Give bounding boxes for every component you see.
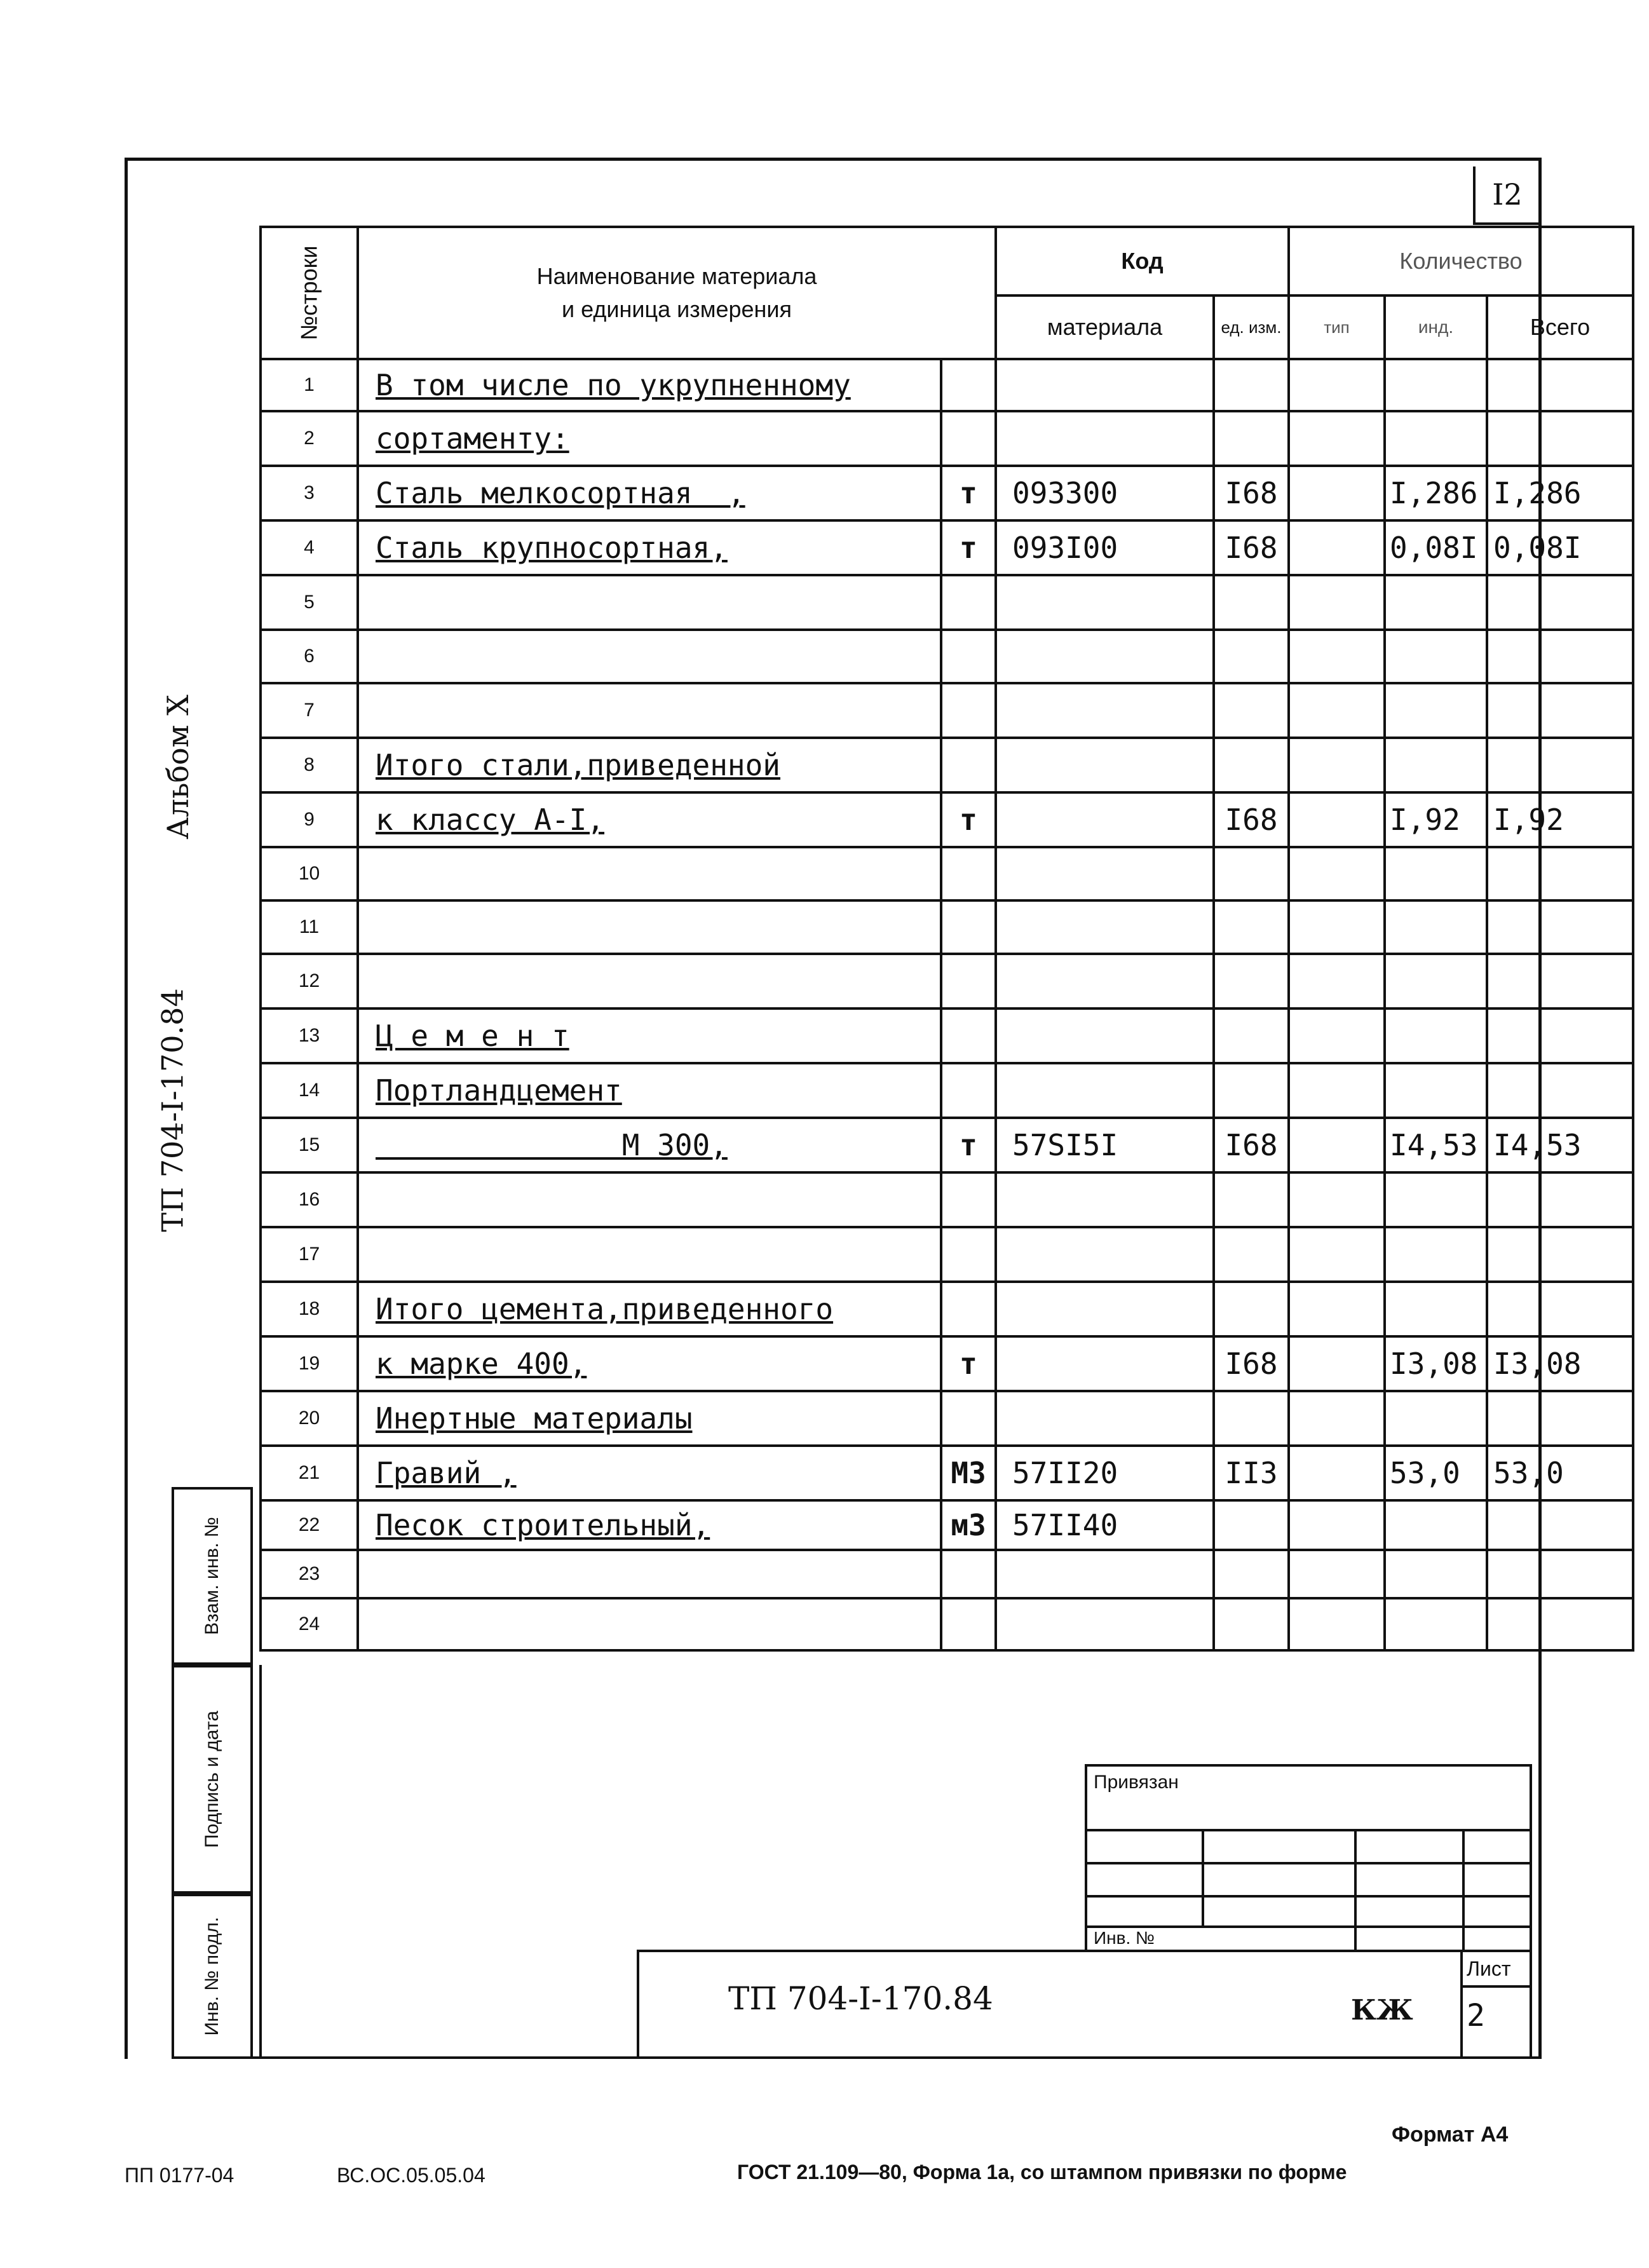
- material-name: Инертные материалы: [358, 1391, 941, 1446]
- material-name: сортаменту:: [358, 411, 941, 466]
- material-code: [996, 1227, 1214, 1282]
- material-name: [358, 575, 941, 630]
- row-number: 21: [261, 1446, 358, 1500]
- sheet-number: I2: [1473, 166, 1539, 225]
- footer-gost: ГОСТ 21.109—80, Форма 1а, со штампом привязки по форме: [737, 2161, 1347, 2183]
- row-number: 11: [261, 900, 358, 954]
- row-number: 19: [261, 1336, 358, 1391]
- material-code: [996, 359, 1214, 411]
- material-code: 57II20: [996, 1446, 1214, 1500]
- material-name: М 300,: [358, 1118, 941, 1172]
- unit-code: I68: [1214, 520, 1289, 575]
- header-qty-type: тип: [1289, 295, 1385, 359]
- qty-ind: [1385, 847, 1487, 900]
- unit: [941, 1008, 996, 1063]
- unit-code: [1214, 1172, 1289, 1227]
- table-row: [261, 792, 1633, 847]
- qty-ind: [1385, 630, 1487, 683]
- material-code: [996, 1336, 1214, 1391]
- row-number: 6: [261, 630, 358, 683]
- footer-format: Формат А4: [1392, 2122, 1509, 2147]
- material-code: [996, 1598, 1214, 1650]
- unit-code: [1214, 1008, 1289, 1063]
- qty-total: I,92: [1487, 792, 1633, 847]
- title-block: [637, 1950, 1532, 2059]
- qty-ind: [1385, 1550, 1487, 1598]
- material-code: [996, 1063, 1214, 1118]
- table-row: [261, 1598, 1633, 1650]
- table-row: [261, 900, 1633, 954]
- table-row: [261, 630, 1633, 683]
- material-name: Итого цемента,приведенного: [358, 1282, 941, 1336]
- qty-ind: [1385, 1063, 1487, 1118]
- table-row: [261, 847, 1633, 900]
- table-row: [261, 1227, 1633, 1282]
- unit-code: [1214, 1063, 1289, 1118]
- qty-ind: [1385, 738, 1487, 792]
- unit: [941, 683, 996, 738]
- material-name: [358, 1227, 941, 1282]
- table-row: [261, 1282, 1633, 1336]
- qty-total: 53,0: [1487, 1446, 1633, 1500]
- header-name: Наименование материала и единица измерения: [358, 227, 996, 359]
- table-row: [261, 1391, 1633, 1446]
- row-number: 15: [261, 1118, 358, 1172]
- unit-code: I68: [1214, 1336, 1289, 1391]
- row-number: 22: [261, 1500, 358, 1550]
- qty-ind: [1385, 359, 1487, 411]
- row-number: 2: [261, 411, 358, 466]
- inv-no-label: Инв. №: [1094, 1928, 1155, 1948]
- table-row: [261, 683, 1633, 738]
- material-name: к классу А-I,: [358, 792, 941, 847]
- material-name: В том числе по укрупненному: [358, 359, 941, 411]
- qty-total: I3,08: [1487, 1336, 1633, 1391]
- privyazan-label: Привязан: [1094, 1772, 1179, 1793]
- unit-code: I68: [1214, 792, 1289, 847]
- qty-total: 0,08I: [1487, 520, 1633, 575]
- qty-total: [1487, 847, 1633, 900]
- qty-ind: [1385, 411, 1487, 466]
- qty-type: [1289, 1227, 1385, 1282]
- material-name: Ц е м е н т: [358, 1008, 941, 1063]
- unit: т: [941, 1336, 996, 1391]
- list-value: 2: [1467, 1998, 1485, 2034]
- header-material-code: материала: [996, 295, 1214, 359]
- table-row: [261, 411, 1633, 466]
- qty-total: [1487, 1500, 1633, 1550]
- privyazan-stamp: [1085, 1764, 1532, 1952]
- unit-code: II3: [1214, 1446, 1289, 1500]
- qty-type: [1289, 847, 1385, 900]
- unit: [941, 1282, 996, 1336]
- materials-table: [259, 226, 1634, 1652]
- qty-ind: [1385, 1172, 1487, 1227]
- row-number: 7: [261, 683, 358, 738]
- qty-type: [1289, 683, 1385, 738]
- footer-code-1: ПП 0177-04: [125, 2164, 234, 2187]
- title-mark: КЖ: [1351, 1994, 1413, 2027]
- qty-type: [1289, 630, 1385, 683]
- material-code: [996, 1550, 1214, 1598]
- unit: [941, 575, 996, 630]
- unit: т: [941, 520, 996, 575]
- qty-ind: I3,08: [1385, 1336, 1487, 1391]
- qty-type: [1289, 1063, 1385, 1118]
- unit: [941, 1227, 996, 1282]
- material-code: [996, 411, 1214, 466]
- material-name: к марке 400,: [358, 1336, 941, 1391]
- unit-code: [1214, 1391, 1289, 1446]
- material-code: [996, 1172, 1214, 1227]
- row-number: 3: [261, 466, 358, 520]
- table-row: [261, 359, 1633, 411]
- qty-ind: [1385, 683, 1487, 738]
- row-number: 14: [261, 1063, 358, 1118]
- unit: [941, 1063, 996, 1118]
- title-doc-code: ТП 704-I-170.84: [728, 1980, 993, 2017]
- table-row: [261, 1063, 1633, 1118]
- qty-total: [1487, 411, 1633, 466]
- unit-code: [1214, 1282, 1289, 1336]
- signature-date-box: Подпись и дата: [172, 1665, 253, 1894]
- table-row: [261, 954, 1633, 1008]
- row-number: 9: [261, 792, 358, 847]
- row-number: 4: [261, 520, 358, 575]
- unit-code: [1214, 1500, 1289, 1550]
- vzam-inv-box: Взам. инв. №: [172, 1487, 253, 1665]
- qty-total: [1487, 738, 1633, 792]
- row-number: 23: [261, 1550, 358, 1598]
- material-name: [358, 847, 941, 900]
- qty-type: [1289, 738, 1385, 792]
- qty-type: [1289, 1500, 1385, 1550]
- qty-total: [1487, 1550, 1633, 1598]
- material-code: 57SI5I: [996, 1118, 1214, 1172]
- qty-total: [1487, 1282, 1633, 1336]
- qty-type: [1289, 411, 1385, 466]
- footer-code-2: ВС.ОС.05.05.04: [337, 2164, 485, 2187]
- qty-type: [1289, 1598, 1385, 1650]
- unit: т: [941, 466, 996, 520]
- material-name: [358, 1598, 941, 1650]
- unit: [941, 1550, 996, 1598]
- unit-code: [1214, 411, 1289, 466]
- row-number: 5: [261, 575, 358, 630]
- material-name: Гравий ,: [358, 1446, 941, 1500]
- unit: [941, 1172, 996, 1227]
- list-label: Лист: [1467, 1957, 1511, 1980]
- material-code: [996, 1391, 1214, 1446]
- qty-type: [1289, 1391, 1385, 1446]
- material-code: 093I00: [996, 520, 1214, 575]
- qty-ind: 0,08I: [1385, 520, 1487, 575]
- material-name: Итого стали,приведенной: [358, 738, 941, 792]
- material-code: [996, 792, 1214, 847]
- material-name: Сталь мелкосортная ,: [358, 466, 941, 520]
- unit: [941, 1598, 996, 1650]
- unit-code: [1214, 1598, 1289, 1650]
- qty-type: [1289, 900, 1385, 954]
- qty-type: [1289, 954, 1385, 1008]
- table-row: [261, 1336, 1633, 1391]
- qty-type: [1289, 1336, 1385, 1391]
- qty-type: [1289, 1118, 1385, 1172]
- header-qty-ind: инд.: [1385, 295, 1487, 359]
- qty-ind: [1385, 1500, 1487, 1550]
- qty-type: [1289, 520, 1385, 575]
- unit-code: [1214, 954, 1289, 1008]
- row-number: 1: [261, 359, 358, 411]
- material-name: Песок строительный,: [358, 1500, 941, 1550]
- qty-total: [1487, 1598, 1633, 1650]
- qty-type: [1289, 792, 1385, 847]
- material-code: 57II40: [996, 1500, 1214, 1550]
- unit: [941, 359, 996, 411]
- material-name: Сталь крупносортная,: [358, 520, 941, 575]
- header-quantity-group: Количество: [1289, 227, 1633, 295]
- qty-ind: I4,53: [1385, 1118, 1487, 1172]
- unit: М3: [941, 1446, 996, 1500]
- material-name: [358, 630, 941, 683]
- qty-ind: [1385, 954, 1487, 1008]
- qty-type: [1289, 1008, 1385, 1063]
- material-code: [996, 575, 1214, 630]
- header-unit-code: ед. изм.: [1214, 295, 1289, 359]
- unit: [941, 630, 996, 683]
- unit-code: [1214, 630, 1289, 683]
- unit-code: [1214, 738, 1289, 792]
- qty-ind: [1385, 1227, 1487, 1282]
- table-row: [261, 466, 1633, 520]
- qty-total: [1487, 359, 1633, 411]
- side-doc-code: ТП 704-I-170.84: [155, 988, 190, 1232]
- table-left-rule: [259, 1665, 262, 2059]
- unit: [941, 738, 996, 792]
- qty-total: [1487, 954, 1633, 1008]
- row-number: 17: [261, 1227, 358, 1282]
- header-code-group: Код: [996, 227, 1289, 295]
- table-row: [261, 520, 1633, 575]
- table-row: [261, 1008, 1633, 1063]
- unit-code: [1214, 359, 1289, 411]
- material-name: [358, 683, 941, 738]
- material-name: Портландцемент: [358, 1063, 941, 1118]
- qty-ind: 53,0: [1385, 1446, 1487, 1500]
- qty-type: [1289, 466, 1385, 520]
- unit-code: I68: [1214, 1118, 1289, 1172]
- row-number: 16: [261, 1172, 358, 1227]
- qty-ind: I,92: [1385, 792, 1487, 847]
- qty-type: [1289, 575, 1385, 630]
- table-row: [261, 1550, 1633, 1598]
- qty-total: [1487, 1008, 1633, 1063]
- material-code: [996, 683, 1214, 738]
- unit: [941, 900, 996, 954]
- table-row: [261, 1172, 1633, 1227]
- qty-total: I4,53: [1487, 1118, 1633, 1172]
- material-code: [996, 900, 1214, 954]
- material-code: [996, 1008, 1214, 1063]
- row-number: 12: [261, 954, 358, 1008]
- row-number: 24: [261, 1598, 358, 1650]
- unit-code: I68: [1214, 466, 1289, 520]
- row-number: 13: [261, 1008, 358, 1063]
- header-total: Всего: [1487, 295, 1633, 359]
- qty-ind: [1385, 1282, 1487, 1336]
- material-name: [358, 954, 941, 1008]
- unit: [941, 847, 996, 900]
- material-code: [996, 954, 1214, 1008]
- material-name: [358, 900, 941, 954]
- qty-total: [1487, 900, 1633, 954]
- unit: м3: [941, 1500, 996, 1550]
- row-number: 18: [261, 1282, 358, 1336]
- unit-code: [1214, 847, 1289, 900]
- unit-code: [1214, 900, 1289, 954]
- unit-code: [1214, 683, 1289, 738]
- qty-type: [1289, 359, 1385, 411]
- unit: [941, 1391, 996, 1446]
- unit-code: [1214, 575, 1289, 630]
- qty-type: [1289, 1446, 1385, 1500]
- qty-total: [1487, 1172, 1633, 1227]
- qty-type: [1289, 1550, 1385, 1598]
- qty-type: [1289, 1172, 1385, 1227]
- qty-ind: [1385, 900, 1487, 954]
- table-row: [261, 1446, 1633, 1500]
- qty-ind: I,286: [1385, 466, 1487, 520]
- unit: [941, 954, 996, 1008]
- unit: [941, 411, 996, 466]
- unit: т: [941, 1118, 996, 1172]
- qty-total: [1487, 1227, 1633, 1282]
- row-number: 20: [261, 1391, 358, 1446]
- material-code: [996, 630, 1214, 683]
- row-number: 10: [261, 847, 358, 900]
- qty-total: [1487, 1063, 1633, 1118]
- album-label: Альбом X: [161, 695, 195, 839]
- qty-total: [1487, 1391, 1633, 1446]
- qty-total: [1487, 630, 1633, 683]
- material-name: [358, 1172, 941, 1227]
- material-code: [996, 738, 1214, 792]
- inv-podl-box: Инв. № подл.: [172, 1894, 253, 2059]
- unit-code: [1214, 1227, 1289, 1282]
- table-row: [261, 575, 1633, 630]
- unit: т: [941, 792, 996, 847]
- row-number: 8: [261, 738, 358, 792]
- material-code: [996, 1282, 1214, 1336]
- qty-ind: [1385, 1598, 1487, 1650]
- qty-ind: [1385, 1008, 1487, 1063]
- qty-ind: [1385, 575, 1487, 630]
- table-row: [261, 1500, 1633, 1550]
- header-row-number: №строки: [261, 227, 358, 359]
- material-code: [996, 847, 1214, 900]
- qty-type: [1289, 1282, 1385, 1336]
- qty-total: [1487, 575, 1633, 630]
- qty-total: I,286: [1487, 466, 1633, 520]
- table-row: [261, 1118, 1633, 1172]
- unit-code: [1214, 1550, 1289, 1598]
- material-name: [358, 1550, 941, 1598]
- table-row: [261, 738, 1633, 792]
- qty-ind: [1385, 1391, 1487, 1446]
- material-code: 093300: [996, 466, 1214, 520]
- qty-total: [1487, 683, 1633, 738]
